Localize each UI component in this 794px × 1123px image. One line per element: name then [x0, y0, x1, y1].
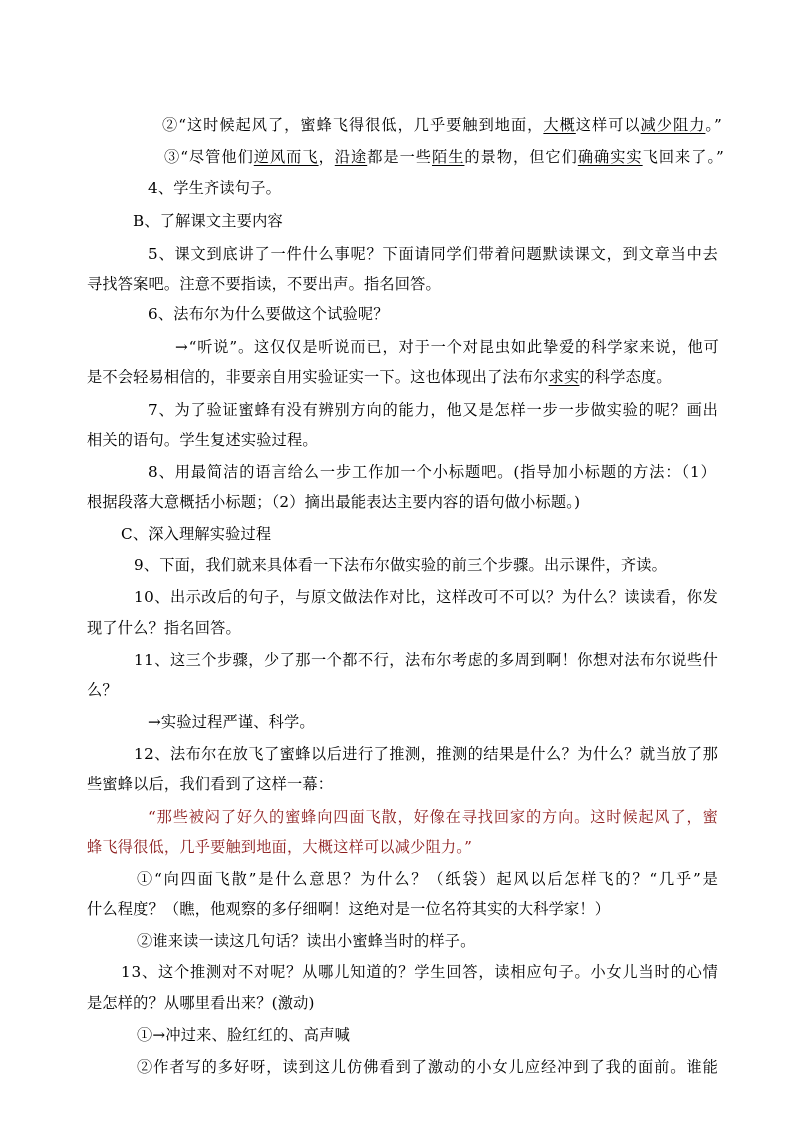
text-segment: ②“这时候起风了，蜜蜂飞得很低，几乎要触到地面， [162, 116, 544, 135]
text-line-10 [148, 400, 719, 420]
text-segment: 都是一些 [367, 148, 433, 167]
text-segment: 的景物，但它们 [464, 148, 578, 167]
text-segment: 13、这个推测对不对呢？从哪儿知道的？学生回答，读相应句子。小女儿当时的心情 [121, 963, 719, 982]
text-line-16 [134, 587, 718, 607]
text-segment: 4、学生齐读句子。 [148, 179, 281, 198]
text-segment: 10、出示改后的句子，与原文做法作对比，这样改可不可以？为什么？读读看，你发 [134, 588, 719, 607]
text-line-21 [134, 744, 718, 764]
text-segment: 么？ [87, 681, 118, 700]
text-line-15 [134, 555, 667, 575]
text-line-22 [87, 774, 333, 794]
text-segment: ①→冲过来、脸红红的、高声喊 [137, 1026, 350, 1045]
text-segment: ②作者写的多好呀，读到这儿仿佛看到了激动的小女儿应经冲到了我的面前。谁能 [137, 1058, 719, 1077]
text-line-5 [148, 244, 719, 264]
text-line-26 [87, 899, 610, 919]
text-line-25 [137, 869, 720, 889]
quoted-passage-line-1 [148, 807, 719, 827]
text-segment: 。” [705, 116, 723, 135]
text-line-6 [87, 274, 441, 294]
underlined-text: 求实 [548, 368, 580, 387]
text-line-20 [148, 712, 315, 732]
text-segment: “那些被闷了好久的蜜蜂向四面飞散，好像在寻找回家的方向。这时候起风了，蜜 [148, 808, 719, 827]
text-segment: 根据段落大意概括小标题；（2）摘出最能表达主要内容的语句做小标题。) [87, 493, 581, 512]
text-segment: B、了解课文主要内容 [133, 212, 283, 231]
text-segment: →实验过程严谨、科学。 [148, 713, 315, 732]
text-segment: 这样可以 [575, 116, 641, 135]
text-line-31 [137, 1057, 719, 1077]
text-segment: 些蜜蜂以后，我们看到了这样一幕： [87, 775, 334, 794]
text-segment: 9、下面，我们就来具体看一下法布尔做实验的前三个步骤。出示课件，齐读。 [134, 556, 668, 575]
text-segment: C、深入理解实验过程 [121, 525, 272, 544]
text-segment: ①“向四面飞散”是什么意思？为什么？（纸袋）起风以后怎样飞的？“几乎”是 [137, 870, 720, 889]
text-segment: 飞回来了。” [642, 148, 725, 167]
text-line-28 [121, 962, 719, 982]
text-line-17 [87, 618, 241, 638]
quoted-passage-line-2 [87, 837, 472, 857]
underlined-text: 减少阻力 [640, 116, 706, 135]
text-segment: 6、法布尔为什么要做这个试验呢？ [148, 305, 389, 324]
underlined-text: 陌生 [432, 148, 465, 167]
text-segment: 什么程度？（瞧，他观察的多仔细啊！这绝对是一位名符其实的大科学家！） [87, 900, 611, 919]
text-line-2 [164, 147, 725, 167]
text-line-8 [175, 337, 720, 357]
underlined-text: 逆风而飞 [253, 148, 319, 167]
section-heading-c [121, 524, 271, 544]
text-segment: 现了什么？指名回答。 [87, 619, 241, 638]
text-line-1 [162, 115, 723, 135]
text-segment: 5、课文到底讲了一件什么事呢？下面请同学们带着问题默读课文，到文章当中去 [148, 245, 719, 264]
text-segment: ②谁来读一读这几句话？读出小蜜蜂当时的样子。 [137, 932, 476, 951]
text-segment: 7、为了验证蜜蜂有没有辨别方向的能力，他又是怎样一步一步做实验的呢？画出 [148, 401, 719, 420]
text-segment: 12、法布尔在放飞了蜜蜂以后进行了推测，推测的结果是什么？为什么？就当放了那 [134, 745, 719, 764]
text-line-12 [148, 462, 717, 482]
text-segment: ③“尽管他们 [164, 148, 254, 167]
text-line-11 [87, 430, 318, 450]
text-line-3 [148, 178, 281, 198]
text-line-18 [134, 650, 718, 670]
text-segment: 寻找答案吧。注意不要指读，不要出声。指名回答。 [87, 275, 441, 294]
text-segment: 的科学态度。 [579, 368, 672, 387]
text-line-27 [137, 931, 476, 951]
text-segment: ， [318, 148, 335, 167]
text-segment: 蜂飞得很低，几乎要触到地面，大概这样可以减少阻力。” [87, 838, 473, 857]
text-line-19 [87, 680, 118, 700]
text-segment: 11、这三个步骤，少了那一个都不行，法布尔考虑的多周到啊！你想对法布尔说些什 [134, 651, 719, 670]
underlined-text: 沿途 [334, 148, 368, 167]
underlined-text: 确确实实 [577, 148, 643, 167]
text-line-9 [87, 367, 672, 387]
text-segment: 是不会轻易相信的，非要亲自用实验证实一下。这也体现出了法布尔 [87, 368, 549, 387]
section-heading-b [133, 211, 283, 231]
text-line-13 [87, 492, 580, 512]
text-segment: 是怎样的？从哪里看出来？(激动) [87, 994, 315, 1013]
text-line-29 [87, 993, 315, 1013]
text-line-7 [148, 304, 389, 324]
underlined-text: 大概 [543, 116, 576, 135]
text-segment: 8、用最简洁的语言给么一步工作加一个小标题吧。(指导加小标题的方法：（1） [148, 463, 717, 482]
text-line-30 [137, 1025, 350, 1045]
text-segment: 相关的语句。学生复述实验过程。 [87, 431, 318, 450]
text-segment: →“听说”。这仅仅是听说而已，对于一个对昆虫如此挚爱的科学家来说，他可 [175, 338, 720, 357]
